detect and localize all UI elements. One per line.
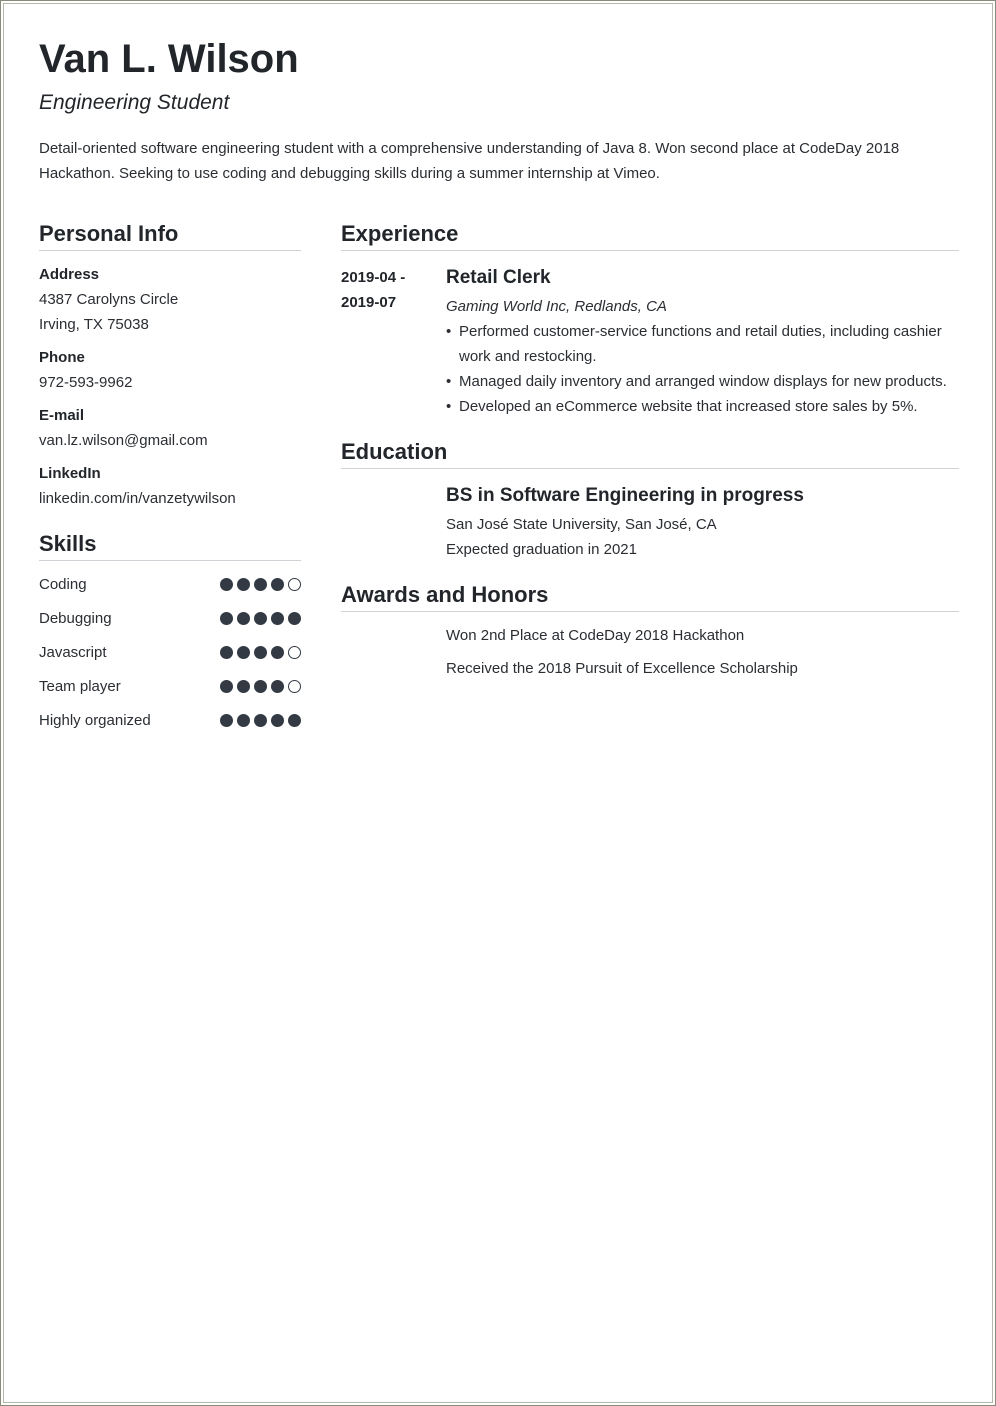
skill-row — [39, 675, 301, 699]
skill-name: Javascript — [39, 644, 107, 661]
graduation: Expected graduation in 2021 — [446, 541, 637, 558]
list-item: • Performed customer-service functions and retail duties, including cashier work and restocking. — [446, 319, 956, 369]
list-item: • Developed an eCommerce website that increased store sales by 5%. — [446, 394, 956, 419]
rating-dot-filled — [237, 578, 250, 591]
rating-dot-filled — [254, 646, 267, 659]
skill-name: Highly organized — [39, 712, 151, 729]
rating-dot-filled — [220, 680, 233, 693]
rating-dot-filled — [254, 680, 267, 693]
job-title: Retail Clerk — [446, 267, 551, 288]
rating-dot-filled — [220, 578, 233, 591]
rating-dot-filled — [271, 612, 284, 625]
rating-dot-filled — [237, 680, 250, 693]
rating-dot-empty — [288, 680, 301, 693]
degree: BS in Software Engineering in progress — [446, 485, 804, 506]
rating-dot-filled — [271, 680, 284, 693]
rating-dot-filled — [220, 714, 233, 727]
education-heading: Education — [341, 438, 959, 469]
rating-dot-filled — [237, 612, 250, 625]
skill-rating — [220, 612, 301, 625]
skill-rating — [220, 578, 301, 591]
skill-name: Coding — [39, 576, 87, 593]
linkedin-value[interactable]: linkedin.com/in/vanzetywilson — [39, 490, 236, 507]
award-item: Received the 2018 Pursuit of Excellence Scholarship — [446, 660, 798, 677]
skill-row — [39, 573, 301, 597]
experience-heading: Experience — [341, 220, 959, 251]
rating-dot-filled — [237, 714, 250, 727]
address-line1: 4387 Carolyns Circle — [39, 291, 179, 308]
phone-label: Phone — [39, 349, 85, 366]
rating-dot-filled — [271, 578, 284, 591]
candidate-name: Van L. Wilson — [39, 37, 299, 81]
rating-dot-filled — [254, 612, 267, 625]
skill-rating — [220, 646, 301, 659]
rating-dot-filled — [254, 714, 267, 727]
skills-heading: Skills — [39, 530, 301, 561]
school: San José State University, San José, CA — [446, 516, 717, 533]
skill-name: Team player — [39, 678, 121, 695]
list-item: • Managed daily inventory and arranged window displays for new products. — [446, 369, 956, 394]
company: Gaming World Inc, Redlands, CA — [446, 298, 667, 315]
skill-row — [39, 709, 301, 733]
experience-end-date: 2019-07 — [341, 294, 397, 311]
rating-dot-filled — [220, 646, 233, 659]
rating-dot-filled — [271, 714, 284, 727]
rating-dot-filled — [271, 646, 284, 659]
experience-start-date: 2019-04 - — [341, 269, 406, 286]
rating-dot-empty — [288, 578, 301, 591]
rating-dot-filled — [288, 612, 301, 625]
experience-dates — [341, 265, 405, 315]
summary: Detail-oriented software engineering student with a comprehensive understanding of Java 8. Won second place at CodeDay 2018 Hackathon. Seeking to use coding and debugging skills during a summer internship at Vimeo. — [39, 140, 900, 182]
skill-row — [39, 607, 301, 631]
skill-name: Debugging — [39, 610, 112, 627]
awards-heading: Awards and Honors — [341, 581, 959, 612]
rating-dot-filled — [220, 612, 233, 625]
phone-value: 972-593-9962 — [39, 374, 133, 391]
award-item: Won 2nd Place at CodeDay 2018 Hackathon — [446, 627, 745, 644]
rating-dot-filled — [288, 714, 301, 727]
skill-rating — [220, 680, 301, 693]
email-value[interactable]: van.lz.wilson@gmail.com — [39, 432, 208, 449]
candidate-role: Engineering Student — [39, 91, 230, 114]
skill-rating — [220, 714, 301, 727]
skill-row — [39, 641, 301, 665]
address-label: Address — [39, 266, 100, 283]
rating-dot-filled — [254, 578, 267, 591]
linkedin-label: LinkedIn — [39, 465, 101, 482]
address-line2: Irving, TX 75038 — [39, 316, 149, 333]
experience-bullets — [446, 319, 956, 419]
email-label: E-mail — [39, 407, 85, 424]
personal-info-heading: Personal Info — [39, 220, 301, 251]
rating-dot-empty — [288, 646, 301, 659]
page-border — [3, 3, 993, 1403]
rating-dot-filled — [237, 646, 250, 659]
